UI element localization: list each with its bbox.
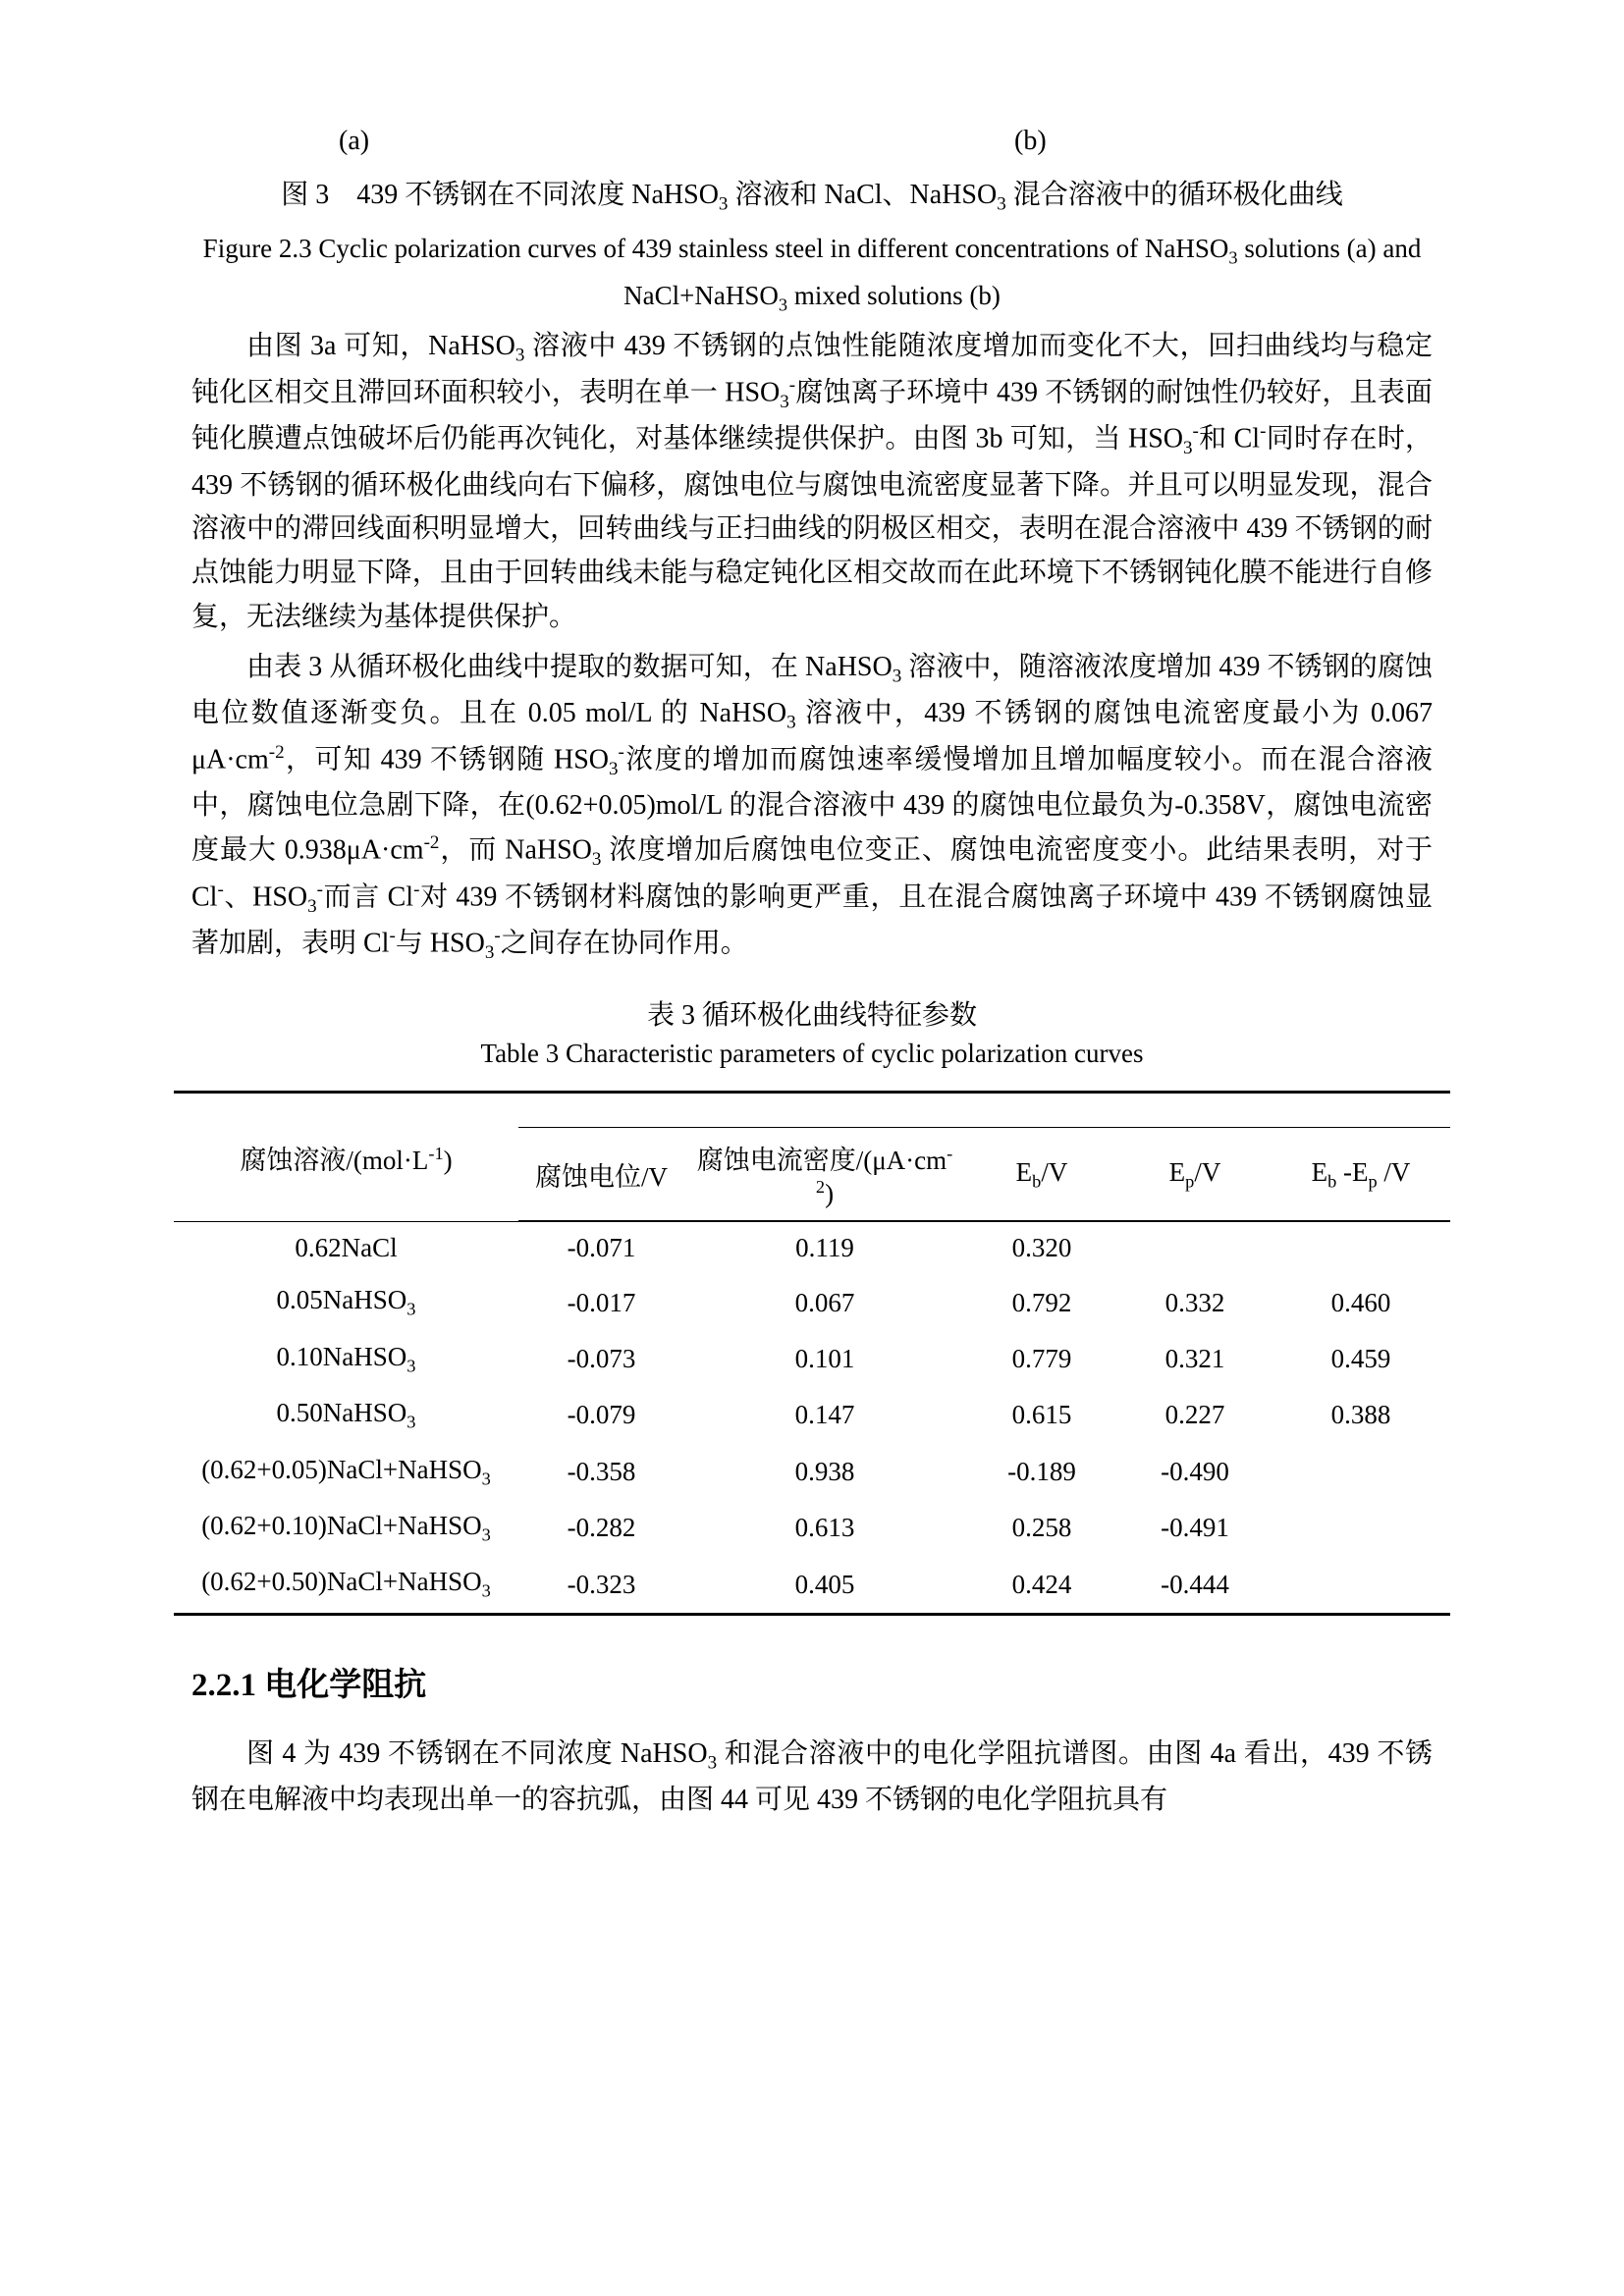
solution-cell: (0.62+0.10)NaCl+NaHSO$_3$	[201, 1510, 491, 1545]
value-cell: 0.067	[794, 1287, 855, 1317]
solution-cell: 0.62NaCl	[295, 1233, 398, 1263]
table-row	[174, 1274, 1450, 1330]
paragraph-2: 由表 3 从循环极化曲线中提取的数据可知，在 NaHSO$_3$ 溶液中，随溶液浓度增加 439 不锈钢的腐蚀电位数值逐渐变负。且在 0.05 mol/L 的 NaHSO$_3$ 溶液中，439 不锈钢的腐蚀电流密度最小为 0.067 $\mu A\cdot cm^{-2}$，可知 439 不锈钢随 $HSO_3^-$浓度的增加而腐蚀速率缓慢增加且增加幅度较小。而在混合溶液中，腐蚀电位急剧下降，在(0.62+0.05)mol/L 的混合溶液中 439 的腐蚀电位最负为-0.358V，腐蚀电流密度最大 $0.938\mu A\cdot cm^{-2}$，而 NaHSO$_3$ 浓度增加后腐蚀电位变正、腐蚀电流密度变小。此结果表明，对于 Cl-、$HSO_3^-$而言 Cl-对 439 不锈钢材料腐蚀的影响更严重，且在混合腐蚀离子环境中 439 不锈钢腐蚀显著加剧，表明 Cl-与 $HSO_3^-$之间存在协同作用。	[191, 651, 1433, 963]
value-cell	[1272, 1221, 1450, 1274]
value-cell: 0.119	[795, 1233, 854, 1263]
header-eb-minus-ep: $E_b$ $-E_p$ /V	[1272, 1128, 1450, 1222]
figure-caption-en-line1: Figure 2.3 Cyclic polarization curves of 439 stainless steel in different concentrations of NaHSO$_3$ solutions (a) and	[202, 234, 1422, 268]
figure-caption-zh: 图 3 439 不锈钢在不同浓度 NaHSO$_3$ 溶液和 NaCl、NaHSO$_3$ 混合溶液中的循环极化曲线	[281, 180, 1343, 215]
table-caption-zh: 表 3 循环极化曲线特征参数	[646, 1000, 977, 1032]
paragraph-1: 由图 3a 可知，NaHSO$_3$ 溶液中 439 不锈钢的点蚀性能随浓度增加而变化不大，回扫曲线均与稳定钝化区相交且滞回环面积较小，表明在单一 $HSO_3^-$腐蚀离子环境中 439 不锈钢的耐蚀性仍较好，且表面钝化膜遭点蚀破坏后仍能再次钝化，对基体继续提供保护。由图 3b 可知，当 $HSO_3^-$和 Cl-同时存在时，439 不锈钢的循环极化曲线向右下偏移，腐蚀电位与腐蚀电流密度显著下降。并且可以明显发现，混合溶液中的滞回线面积明显增大，回转曲线与正扫曲线的阴极区相交，表明在混合溶液中 439 不锈钢的耐点蚀能力明显下降，且由于回转曲线未能与稳定钝化区相交故而在此环境下不锈钢钝化膜不能进行自修复，无法继续为基体提供保护。	[191, 330, 1433, 633]
header-solution: 腐蚀溶液$/(mol\cdot L^{-1})$	[174, 1093, 518, 1222]
figure-caption-en-line2: NaCl+NaHSO$_3$ mixed solutions (b)	[623, 281, 1001, 315]
value-cell: -0.444	[1118, 1556, 1272, 1614]
value-cell: 0.613	[794, 1513, 855, 1543]
solution-cell: (0.62+0.50)NaCl+NaHSO$_3$	[174, 1556, 518, 1614]
value-cell: 0.227	[1164, 1400, 1225, 1430]
value-cell: 0.424	[965, 1556, 1118, 1614]
value-cell: -0.079	[567, 1400, 636, 1430]
solution-cell: (0.62+0.05)NaCl+NaHSO$_3$	[201, 1454, 491, 1488]
header-gap	[965, 1093, 1118, 1128]
value-cell: 0.460	[1330, 1287, 1391, 1317]
solution-cell: 0.05NaHSO$_3$	[276, 1285, 416, 1319]
value-cell	[1118, 1221, 1272, 1274]
value-cell: 0.388	[1330, 1400, 1391, 1430]
table-row	[174, 1556, 1450, 1614]
value-cell: 0.258	[1011, 1513, 1072, 1543]
value-cell: 0.101	[794, 1343, 855, 1373]
header-gap	[1118, 1093, 1272, 1128]
figure-sublabel-a: (a)	[339, 126, 370, 156]
value-cell: 0.615	[1011, 1400, 1072, 1430]
value-cell: 0.938	[794, 1456, 855, 1486]
value-cell: 0.320	[1011, 1233, 1072, 1263]
value-cell: -0.323	[518, 1556, 684, 1614]
paragraph-3: 图 4 为 439 不锈钢在不同浓度 NaHSO$_3$ 和混合溶液中的电化学阻抗谱图。由图 4a 看出，439 不锈钢在电解液中均表现出单一的容抗弧，由图 44 可见 439 不锈钢的电化学阻抗具有	[191, 1737, 1433, 1815]
value-cell: -0.490	[1161, 1456, 1229, 1486]
value-cell: -0.017	[567, 1287, 636, 1317]
figure-sublabel-b: (b)	[1014, 126, 1047, 156]
value-cell: 0.459	[1330, 1343, 1391, 1373]
value-cell: -0.358	[567, 1456, 636, 1486]
table-header-row-1	[174, 1093, 1450, 1128]
value-cell	[1272, 1500, 1450, 1556]
value-cell: 0.779	[1011, 1343, 1072, 1373]
header-corrosion-potential: 腐蚀电位/V	[518, 1128, 684, 1222]
value-cell: -0.189	[1007, 1456, 1076, 1486]
value-cell: -0.282	[567, 1513, 636, 1543]
header-gap	[684, 1093, 965, 1128]
header-eb: $E_b/V$	[965, 1128, 1118, 1222]
value-cell: 0.321	[1164, 1343, 1225, 1373]
value-cell: 0.332	[1164, 1287, 1225, 1317]
value-cell: 0.147	[794, 1400, 855, 1430]
solution-cell: 0.50NaHSO$_3$	[276, 1398, 416, 1432]
value-cell: -0.073	[567, 1343, 636, 1373]
table-row	[174, 1500, 1450, 1556]
section-heading: 2.2.1 电化学阻抗	[191, 1667, 427, 1703]
value-cell: 0.792	[1011, 1287, 1072, 1317]
value-cell	[1272, 1444, 1450, 1500]
value-cell: 0.405	[684, 1556, 965, 1614]
results-table	[174, 1091, 1450, 1615]
table-caption-en: Table 3 Characteristic parameters of cyclic polarization curves	[480, 1039, 1144, 1069]
value-cell: -0.491	[1161, 1513, 1229, 1543]
value-cell	[1272, 1556, 1450, 1614]
table-row	[174, 1331, 1450, 1387]
table-row	[174, 1387, 1450, 1443]
header-gap	[1272, 1093, 1450, 1128]
value-cell: -0.071	[567, 1233, 636, 1263]
header-current-density: 腐蚀电流密度$/(\mu A\cdot cm^{-2})$	[684, 1128, 965, 1222]
solution-cell: 0.10NaHSO$_3$	[276, 1341, 416, 1376]
figure-sublabels	[191, 126, 1433, 171]
header-gap	[518, 1093, 684, 1128]
table-row	[174, 1444, 1450, 1500]
table-row	[174, 1221, 1450, 1274]
header-ep: $E_p/V$	[1118, 1128, 1272, 1222]
